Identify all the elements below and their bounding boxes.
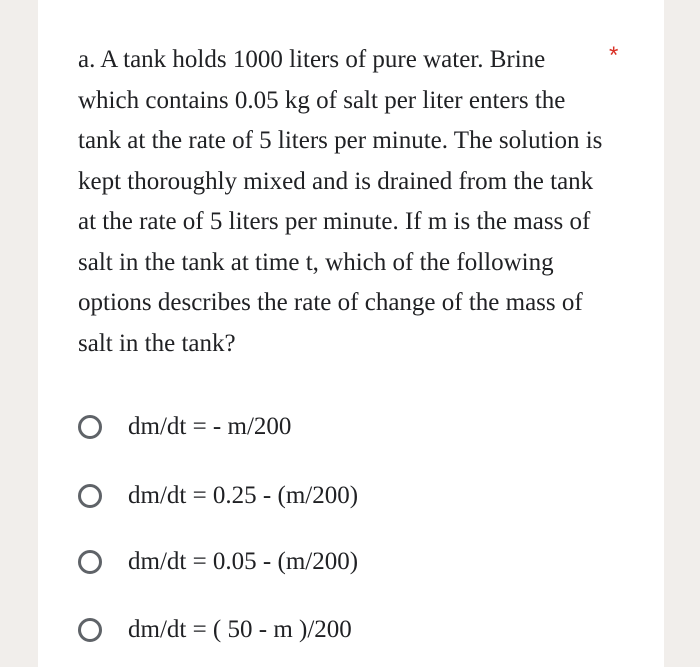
radio-button-unchecked-icon[interactable] bbox=[78, 618, 102, 642]
option-label: dm/dt = 0.25 - (m/200) bbox=[128, 482, 359, 509]
radio-button-unchecked-icon[interactable] bbox=[78, 484, 102, 508]
question-text: a. A tank holds 1000 liters of pure water. Brine which contains 0.05 kg of salt per liter enters the tank at the rate of 5 liters per minute. The solution is kept thoroughly mixed and is drained from the tank at the rate of 5 liters per minute. If m is the mass of salt in the tank at time t, which of the following options describes the rate of change of the mass of salt in the tank? bbox=[78, 46, 603, 357]
answer-options bbox=[76, 0, 636, 667]
question-card bbox=[38, 0, 664, 667]
radio-button-unchecked-icon[interactable] bbox=[78, 550, 102, 574]
radio-option-1[interactable] bbox=[76, 407, 596, 447]
radio-option-3[interactable] bbox=[76, 542, 596, 582]
option-label: dm/dt = ( 50 - m )/200 bbox=[128, 616, 352, 643]
radio-option-4[interactable] bbox=[76, 610, 596, 650]
radio-button-unchecked-icon[interactable] bbox=[78, 415, 102, 439]
required-asterisk: * bbox=[609, 42, 619, 69]
option-label: dm/dt = - m/200 bbox=[128, 413, 292, 440]
radio-option-2[interactable] bbox=[76, 476, 596, 516]
option-label: dm/dt = 0.05 - (m/200) bbox=[128, 548, 359, 575]
